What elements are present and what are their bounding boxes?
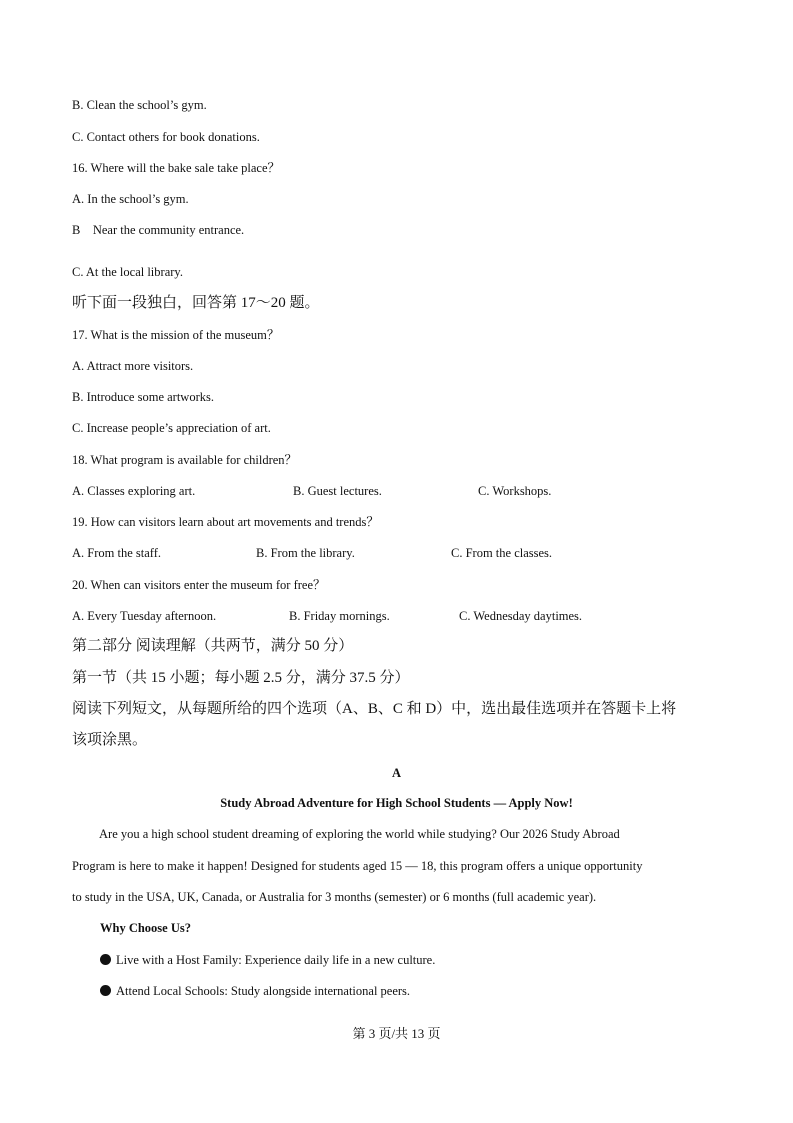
bullet-item: [100, 952, 435, 968]
q19-option-b: B. From the library.: [256, 546, 355, 560]
q17-option-c: C. Increase people’s appreciation of art.: [72, 421, 271, 435]
q20-question: 20. When can visitors enter the museum for free？: [72, 578, 326, 592]
passage-label: A: [391, 766, 402, 780]
bullet-text: Live with a Host Family: Experience daily life in a new culture.: [116, 953, 436, 967]
q17-option-a: A. Attract more visitors.: [72, 359, 194, 373]
section1-heading: 第一节（共 15 小题；每小题 2.5 分，满分 37.5 分）: [72, 670, 410, 686]
q20-option-b: B. Friday mornings.: [289, 609, 390, 623]
q16-option-a: A. In the school’s gym.: [72, 192, 189, 206]
bullet-text: Attend Local Schools: Study alongside international peers.: [116, 984, 411, 998]
q18-question: 18. What program is available for children？: [72, 453, 298, 467]
bullet-icon: [100, 954, 111, 965]
part2-heading: 第二部分 阅读理解（共两节，满分 50 分）: [72, 638, 354, 654]
page-footer: 第 3 页/共 13 页: [352, 1026, 441, 1041]
q19-option-a: A. From the staff.: [72, 546, 161, 560]
q18-option-b: B. Guest lectures.: [293, 484, 382, 498]
instructions-line-2: 该项涂黑。: [72, 732, 148, 748]
bullet-icon: [100, 985, 111, 996]
q16-question: 16. Where will the bake sale take place？: [72, 161, 281, 175]
passage-paragraph-line-2: Program is here to make it happen! Designed for students aged 15 — 18, this program offers a unique opportunity: [72, 859, 643, 873]
q17-question: 17. What is the mission of the museum？: [72, 328, 280, 342]
q15-option-c: C. Contact others for book donations.: [72, 130, 260, 144]
q20-option-a: A. Every Tuesday afternoon.: [72, 609, 217, 623]
why-choose-heading: Why Choose Us?: [100, 921, 191, 935]
instructions-line-1: 阅读下列短文，从每题所给的四个选项（A、B、C 和 D）中，选出最佳选项并在答题卡上将: [72, 701, 677, 717]
passage-title: Study Abroad Adventure for High School Students — Apply Now!: [220, 796, 573, 810]
q19-question: 19. How can visitors learn about art movements and trends？: [72, 515, 379, 529]
q19-option-c: C. From the classes.: [451, 546, 553, 560]
q18-option-a: A. Classes exploring art.: [72, 484, 196, 498]
q16-option-c: C. At the local library.: [72, 265, 183, 279]
q17-option-b: B. Introduce some artworks.: [72, 390, 214, 404]
passage-paragraph-line-3: to study in the USA, UK, Canada, or Australia for 3 months (semester) or 6 months (full academic year).: [72, 890, 597, 904]
bullet-item: [100, 983, 410, 999]
q15-option-b: B. Clean the school’s gym.: [72, 98, 207, 112]
passage-paragraph-line-1: Are you a high school student dreaming of exploring the world while studying? Our 2026 Study Abroad: [99, 827, 620, 841]
q20-option-c: C. Wednesday daytimes.: [459, 609, 583, 623]
monologue-heading: 听下面一段独白，回答第 17～20 题。: [72, 295, 320, 311]
q16-option-b: B Near the community entrance.: [72, 223, 245, 237]
q18-option-c: C. Workshops.: [478, 484, 552, 498]
